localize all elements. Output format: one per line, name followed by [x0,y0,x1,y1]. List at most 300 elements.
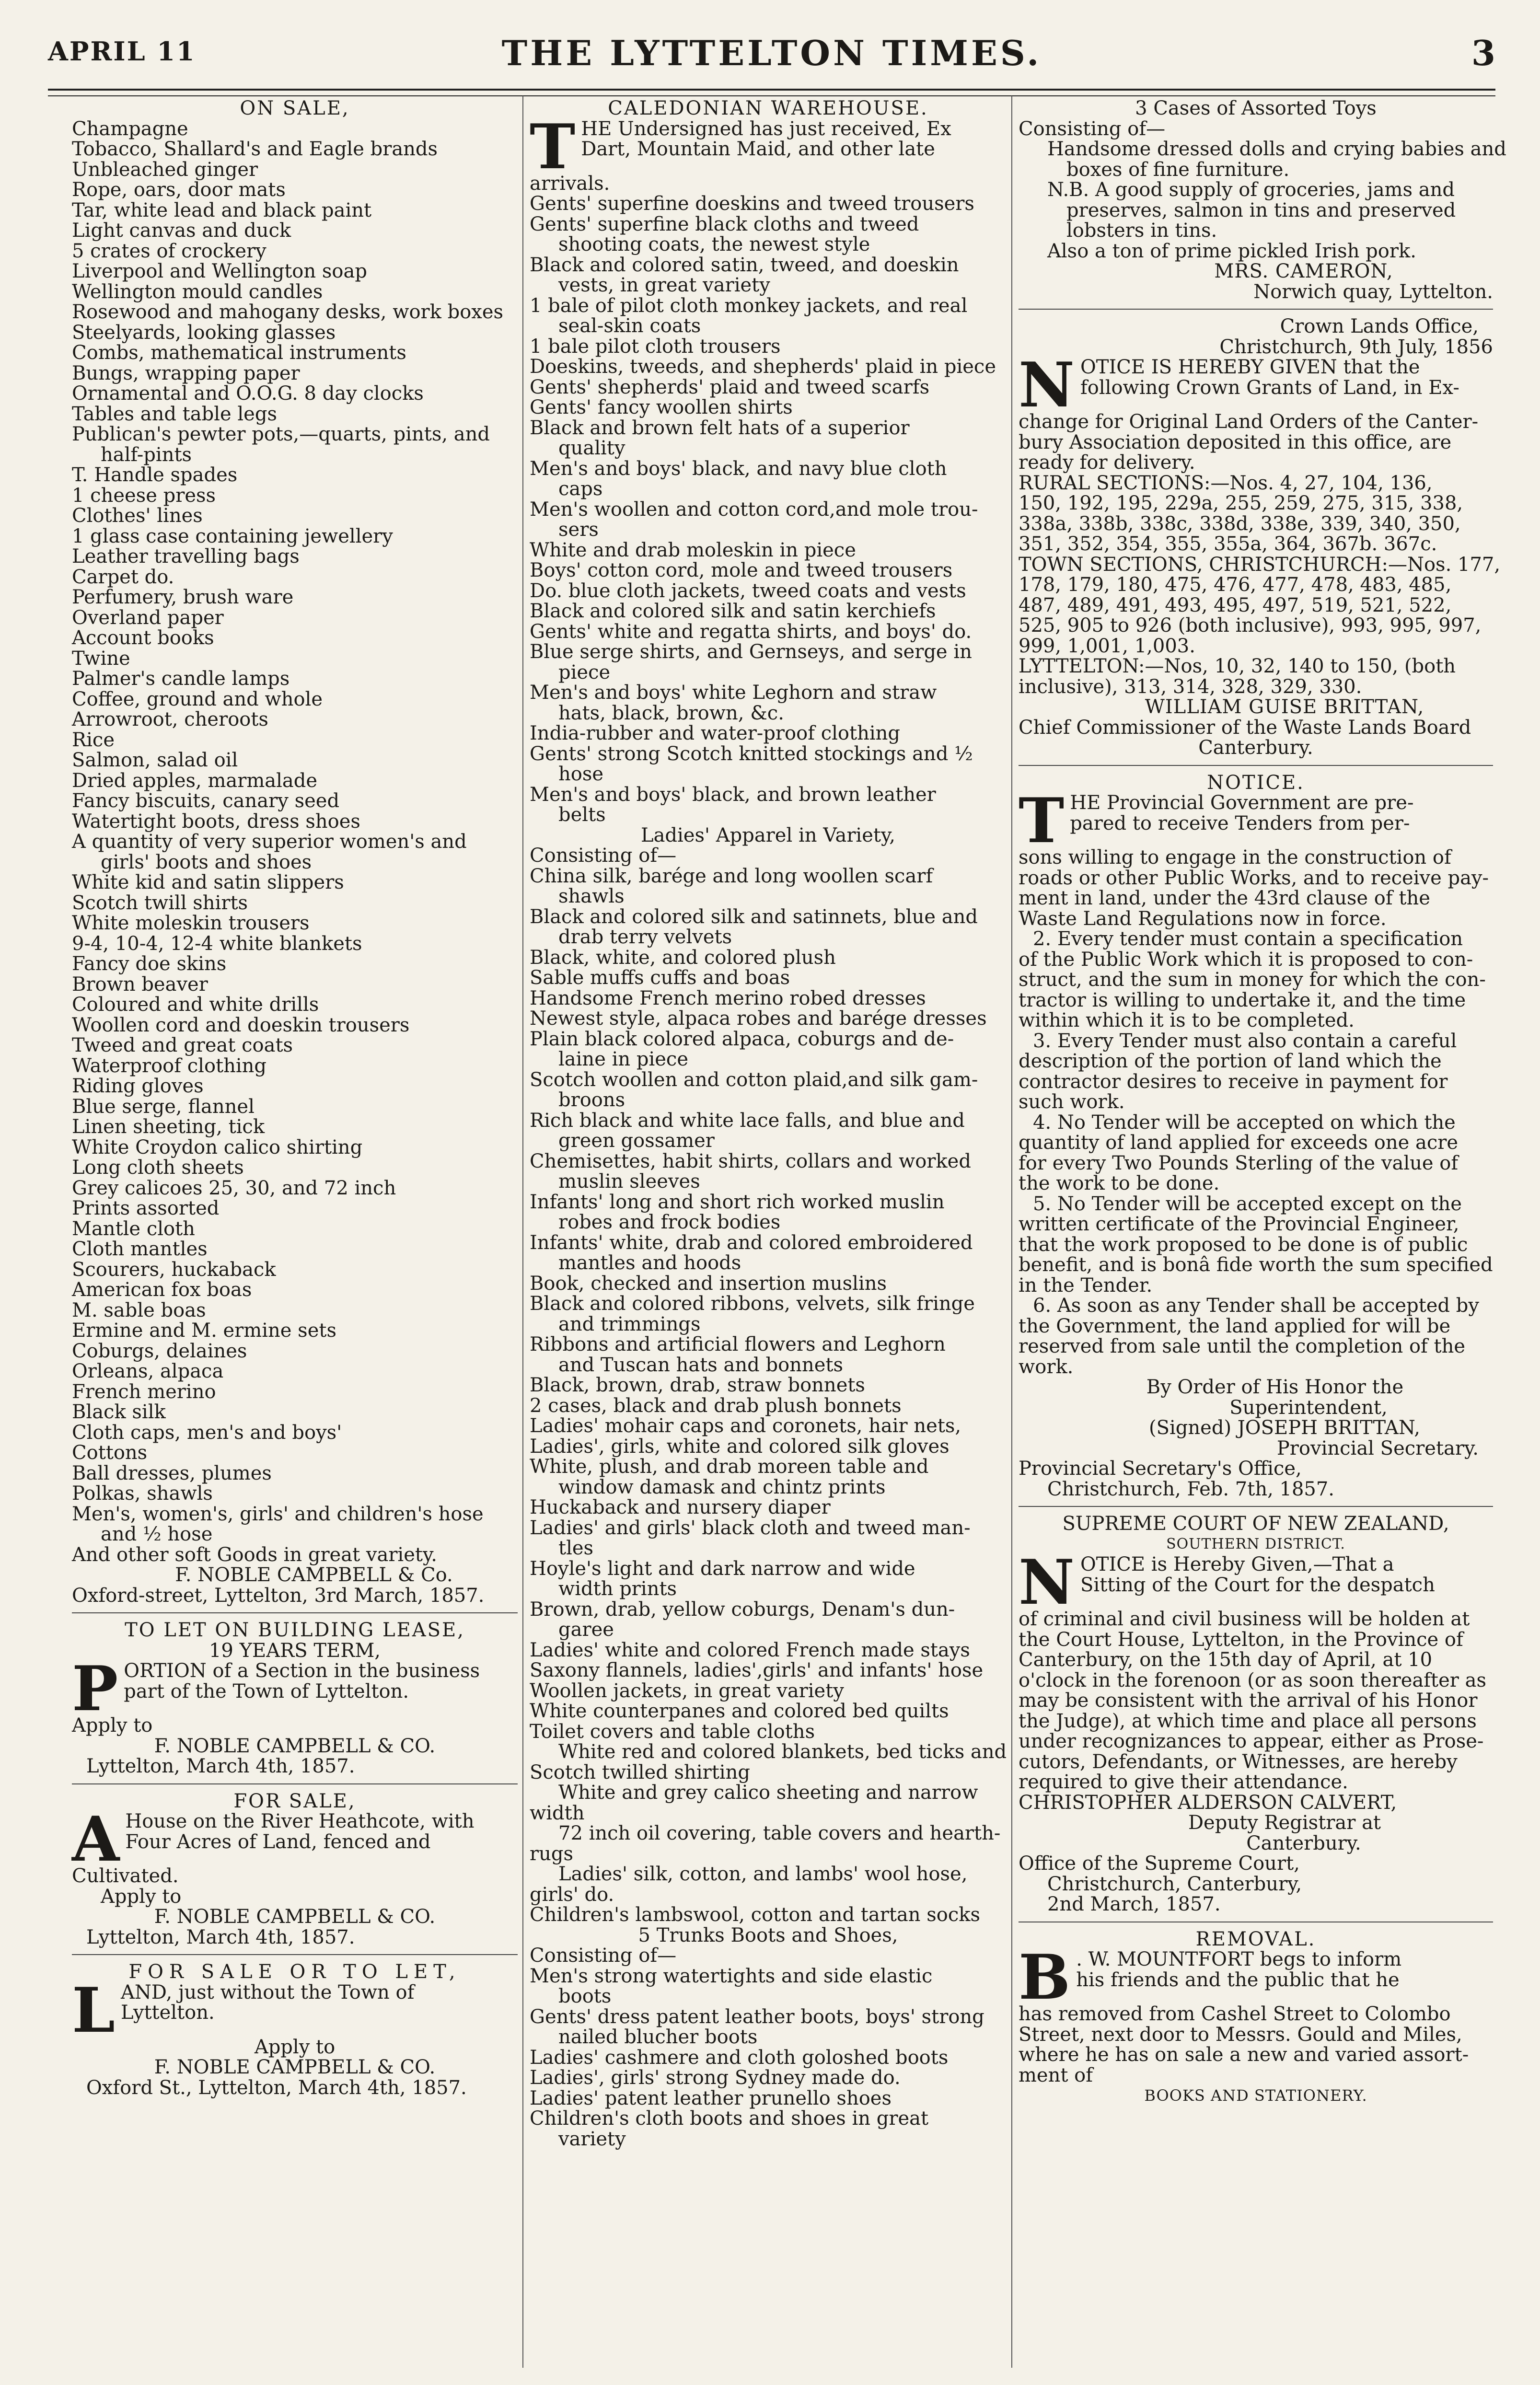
notice-line: contractor desires to receive in payment for [1019,1070,1448,1093]
list-item: caps [558,478,603,500]
list-item: Men's and boys' white Leghorn and straw [530,682,937,704]
list-item: White red and colored blankets, bed ticks and [558,1741,1007,1763]
list-item: Scourers, huckaback [72,1258,276,1281]
list-item: Scotch woollen and cotton plaid,and silk gam- [530,1068,978,1091]
list-item: Men's strong watertights and side elastic [530,1965,933,1987]
town-sections [1019,553,1501,657]
for-sale-date: Lyttelton, March 4th, 1857. [86,1926,355,1948]
notice-line: that the work proposed to be done is of public [1019,1233,1468,1256]
list-item: Gents' dress patent leather boots, boys' strong [530,2005,984,2028]
list-item: Coffee, ground and whole [72,688,323,710]
list-item: Woollen jackets, in great variety [530,1679,844,1702]
supreme-line: may be consistent with the arrival of his Honor [1019,1690,1478,1712]
divider [72,1954,518,1955]
list-item: Men's and boys' black, and navy blue cloth [530,457,947,480]
list-item: girls' do. [530,1883,614,1906]
signed-name: (Signed) JOSEPH BRITTAN, [1149,1417,1420,1439]
to-let-heading: TO LET ON BUILDING LEASE, [125,1619,465,1641]
list-item: Leather travelling bags [72,545,300,567]
list-item: Coloured and white drills [72,994,319,1016]
sale-or-let-body: AND, just without the Town of [121,1981,415,2003]
divider [1019,765,1493,766]
list-item: White and grey calico sheeting and narrow [558,1782,978,1804]
notice-line: of the Public Work which it is proposed to con- [1019,948,1473,971]
list-item: Children's cloth boots and shoes in great [530,2107,929,2130]
list-item: Dried apples, marmalade [72,769,318,792]
supreme-body: OTICE is Hereby Given,—That a [1080,1553,1394,1575]
divider [1019,309,1493,310]
list-item: Chemisettes, habit shirts, collars and worked [530,1150,971,1172]
toys-heading: 3 Cases of Assorted Toys [1135,97,1377,119]
to-let-date: Lyttelton, March 4th, 1857. [86,1755,355,1777]
gents-items-list [530,194,1007,825]
list-item: and Tuscan hats and bonnets [558,1354,843,1376]
list-item: Newest style, alpaca robes and barége dresses [530,1007,987,1030]
column-2 [530,98,1007,2149]
list-item: 1 cheese press [72,484,216,507]
divider [72,1783,518,1784]
list-item: Cloth caps, men's and boys' [72,1421,342,1444]
list-item: 5 crates of crockery [72,240,266,262]
supreme-signature: CHRISTOPHER ALDERSON CALVERT, [1019,1791,1397,1814]
list-item: Blue serge shirts, and Gernseys, and serge in [530,641,972,663]
list-item: Combs, mathematical instruments [72,342,406,364]
list-item: tles [558,1537,594,1559]
list-item: 2 cases, black and drab plush bonnets [530,1394,902,1417]
lyttelton-sections [1019,656,1493,697]
masthead [48,14,1495,77]
list-item: Overland paper [72,606,224,629]
list-item: Bungs, wrapping paper [72,362,300,384]
removal-body: Street, next door to Messrs. Gould and Miles, [1019,2023,1462,2046]
list-item: Ladies' silk, cotton, and lambs' wool hose, [558,1863,968,1885]
on-sale-list [72,119,518,1565]
caledonian-heading: CALEDONIAN WAREHOUSE. [608,97,928,119]
list-item: Coburgs, delaines [72,1340,247,1362]
list-item: French merino [72,1380,216,1403]
on-sale-heading: ON SALE, [240,97,350,119]
apply-to: Apply to [72,1714,153,1737]
list-item: India-rubber and water-proof clothing [530,722,901,744]
list-item: Brown, drab, yellow coburgs, Denam's dun- [530,1598,955,1621]
list-item: 338a, 338b, 338c, 338d, 338e, 339, 340, 350, [1019,512,1461,535]
notice-line: sons willing to engage in the construction of [1019,846,1451,868]
removal-body: his friends and the public that he [1076,1968,1400,1991]
list-item: Tweed and great coats [72,1034,293,1056]
removal-heading: REMOVAL. [1195,1928,1316,1950]
supreme-line: of criminal and civil business will be holden at [1019,1608,1470,1630]
list-item: 178, 179, 180, 475, 476, 477, 478, 483, 485, [1019,574,1452,596]
list-item: Gents' strong Scotch knitted stockings and ½ [530,742,973,765]
list-item: Scotch twilled shirting [530,1761,750,1783]
list-item: Woollen cord and doeskin trousers [72,1014,410,1036]
list-item: broons [558,1089,625,1111]
crown-lands-body: following Crown Grants of Land, in Ex- [1080,376,1459,399]
column-divider [522,96,523,2368]
list-item: Toilet covers and table cloths [530,1720,815,1743]
list-item: White moleskin trousers [72,912,310,934]
list-item: 1 bale of pilot cloth monkey jackets, and real [530,294,968,317]
newspaper-title: THE LYTTELTON TIMES. [501,33,1042,73]
list-item: Gents' white and regatta shirts, and boys' do. [530,620,972,643]
list-item: half-pints [101,443,192,466]
dropcap: T [1019,785,1065,857]
list-item: 72 inch oil covering, table covers and hearth- [558,1822,1001,1844]
list-item: Gents' shepherds' plaid and tweed scarfs [530,376,930,398]
notice-body: pared to receive Tenders from per- [1070,812,1410,834]
notice-line: written certificate of the Provincial Engineer, [1019,1213,1459,1235]
list-item: sers [558,519,599,541]
notice-office: Provincial Secretary's Office, [1019,1458,1302,1480]
list-item: Plain black colored alpaca, coburgs and de- [530,1028,954,1050]
list-item: seal-skin coats [558,315,701,337]
to-let-signature: F. NOBLE CAMPBELL & CO. [154,1735,436,1757]
notice-line: such work. [1019,1091,1125,1113]
toys-signature: MRS. CAMERON, [1214,260,1393,282]
list-item: boots [558,1985,612,2007]
supreme-line: under recognizances to appear, either as Prose- [1019,1730,1484,1752]
list-item: Gents' superfine doeskins and tweed trousers [530,193,974,215]
boots-items-list [530,1966,1007,2150]
consisting-of: Consisting of— [530,1945,677,1967]
list-item: White counterpanes and colored bed quilts [530,1700,949,1722]
list-item: Wellington mould candles [72,280,323,303]
supreme-line: Canterbury, on the 15th day of April, at 10 [1019,1649,1433,1671]
notice-line: for every Two Pounds Sterling of the value of [1019,1152,1459,1174]
removal-body: ment of [1019,2064,1093,2086]
list-item: vests, in great variety [558,274,770,296]
to-let-body: ORTION of a Section in the business [124,1660,480,1682]
list-item: Ladies' white and colored French made stays [530,1639,970,1661]
list-item: Ladies', girls, white and colored silk gloves [530,1435,949,1458]
list-item: And other soft Goods in great variety. [72,1543,437,1566]
notice-line: the work to be done. [1019,1172,1220,1194]
list-item: Black and colored silk and satin kerchiefs [530,600,936,622]
list-item: width [530,1802,585,1824]
list-item: Black and colored satin, tweed, and doeskin [530,254,959,276]
notice-line: tractor is willing to undertake it, and the time [1019,989,1466,1011]
notice-line: 6. As soon as any Tender shall be accepted by [1033,1295,1479,1317]
list-item: quality [558,437,625,459]
notice-line: 3. Every Tender must also contain a careful [1033,1030,1457,1052]
list-item: Unbleached ginger [72,158,258,181]
list-item: green gossamer [558,1130,715,1152]
list-item: Do. blue cloth jackets, tweed coats and vests [530,579,966,602]
list-item: Sable muffs cuffs and boas [530,967,790,989]
for-sale-heading: FOR SALE, [233,1790,356,1812]
list-item: shawls [558,885,625,907]
supreme-line: the Court House, Lyttelton, in the Province of [1019,1628,1463,1651]
list-item: 1 glass case containing jewellery [72,525,393,547]
list-item: Scotch twill shirts [72,891,248,914]
list-item: piece [558,661,611,683]
list-item: Men's, women's, girls' and children's hose [72,1503,484,1525]
sale-or-let-signature: F. NOBLE CAMPBELL & CO. [154,2056,436,2078]
list-item: belts [558,804,606,826]
list-item: Black silk [72,1401,166,1423]
list-item: Grey calicoes 25, 30, and 72 inch [72,1177,396,1199]
column-divider [1011,96,1012,2368]
removal-body: has removed from Cashel Street to Colombo [1019,2003,1451,2025]
list-item: White Croydon calico shirting [72,1136,363,1158]
list-item: hose [558,763,604,785]
header-rule [48,89,1495,96]
list-item: Ladies' and girls' black cloth and tweed man- [530,1517,971,1539]
list-item: variety [558,2128,626,2150]
list-item: TOWN SECTIONS, CHRISTCHURCH:—Nos. 177, [1019,553,1501,576]
toys-nb: Also a ton of prime pickled Irish pork. [1047,240,1416,262]
list-item: muslin sleeves [558,1170,700,1192]
list-item: 9-4, 10-4, 12-4 white blankets [72,932,362,955]
list-item: Handsome French merino robed dresses [530,987,926,1009]
notice-body: HE Provincial Government are pre- [1070,792,1414,814]
notice-line: work. [1019,1355,1074,1378]
list-item: inclusive), 313, 314, 328, 329, 330. [1019,675,1362,698]
consisting-of: Consisting of— [530,845,677,867]
list-item: Tobacco, Shallard's and Eagle brands [72,138,438,160]
list-item: Book, checked and insertion muslins [530,1272,887,1295]
notice-line: in the Tender. [1019,1274,1153,1297]
list-item: Boys' cotton cord, mole and tweed trousers [530,559,953,581]
list-item: LYTTELTON:—Nos, 10, 32, 140 to 150, (both [1019,655,1456,677]
list-item: A quantity of very superior women's and [72,831,467,853]
list-item: Ladies' mohair caps and coronets, hair nets, [530,1415,961,1437]
district: SOUTHERN DISTRICT. [1166,1535,1345,1552]
removal-body: where he has on sale a new and varied assort- [1019,2044,1469,2066]
list-item: 1 bale pilot cloth trousers [530,335,781,358]
list-item: 351, 352, 354, 355, 355a, 364, 367b. 367c. [1019,533,1437,555]
notice-line: 5. No Tender will be accepted except on the [1033,1192,1462,1215]
list-item: girls' boots and shoes [101,851,312,873]
list-item: nailed blucher boots [558,2026,758,2048]
supreme-line: cutors, Defendants, or Witnesses, are hereby [1019,1750,1458,1773]
list-item: Fancy doe skins [72,953,227,975]
list-item: robes and frock bodies [558,1211,781,1233]
notice-line: quantity of land applied for exceeds one acre [1019,1132,1459,1154]
supreme-court-heading: SUPREME COURT OF NEW ZEALAND, [1062,1513,1449,1535]
list-item: Arrowroot, cheroots [72,708,268,730]
list-item: Waterproof clothing [72,1054,267,1077]
notice-line: roads or other Public Works, and to receive pay- [1019,867,1489,889]
rural-sections [1019,473,1493,555]
list-item: Ball dresses, plumes [72,1462,272,1484]
list-item: Ladies', girls' strong Sydney made do. [530,2067,901,2089]
for-sale-body: House on the River Heathcote, with [125,1810,475,1832]
divider [72,1612,518,1613]
on-sale-signature: F. NOBLE CAMPBELL & Co. [175,1564,453,1586]
list-item: Ladies' patent leather prunello shoes [530,2087,892,2109]
list-item: Rich black and white lace falls, and blue and [530,1109,965,1132]
list-item: Rope, oars, door mats [72,179,286,201]
notice-heading: NOTICE. [1207,771,1305,794]
notice-line: the Government, the land applied for will be [1019,1315,1451,1337]
toys-body: Handsome dressed dolls and crying babies and [1047,138,1506,160]
list-item: Palmer's candle lamps [72,668,290,690]
notice-body-list [1019,847,1493,1377]
list-item: Tables and table legs [72,403,277,425]
notice-line: benefit, and is bonâ fide worth the sum specified [1019,1254,1493,1276]
list-item: Black and colored ribbons, velvets, silk fringe [530,1293,975,1315]
list-item: China silk, barége and long woollen scarf [530,865,933,887]
list-item: American fox boas [72,1279,252,1301]
crown-lands-title: Chief Commissioner of the Waste Lands Board [1019,716,1471,739]
list-item: Blue serge, flannel [72,1095,255,1118]
list-item: Liverpool and Wellington soap [72,260,367,282]
notice-line: ment in land, under the 43rd clause of the [1019,887,1430,909]
list-item: T. Handle spades [72,464,238,486]
notice-line: reserved from sale until the completion of the [1019,1335,1466,1357]
list-item: Gents' fancy woollen shirts [530,396,793,418]
toys-address: Norwich quay, Lyttelton. [1253,280,1493,303]
list-item: mantles and hoods [558,1252,741,1274]
list-item: Ornamental and O.O.G. 8 day clocks [72,382,424,405]
dropcap: N [1019,349,1075,421]
divider [1019,1506,1493,1507]
dropcap: T [530,111,576,183]
column-1 [72,98,518,2098]
notice-line: Waste Land Regulations now in force. [1019,907,1387,930]
notice-line: within which it is to be completed. [1019,1009,1355,1031]
crown-lands-body: change for Original Land Orders of the Canter- [1019,411,1479,433]
crown-lands-date: Christchurch, 9th July, 1856 [1219,336,1493,358]
list-item: Saxony flannels, ladies',girls' and infants' hose [530,1659,984,1681]
crown-lands-signature: WILLIAM GUISE BRITTAN, [1145,696,1424,718]
secretary: Provincial Secretary. [1276,1437,1479,1459]
list-item: Polkas, shawls [72,1482,213,1505]
for-sale-signature: F. NOBLE CAMPBELL & CO. [154,1906,436,1928]
list-item: Rice [72,729,115,751]
list-item: rugs [530,1842,574,1865]
toys-body: boxes of fine furniture. [1066,158,1290,181]
list-item: Steelyards, looking glasses [72,321,336,344]
list-item: Infants' white, drab and colored embroidered [530,1231,973,1254]
supreme-body-list [1019,1609,1493,1793]
list-item: Black, brown, drab, straw bonnets [530,1374,865,1396]
list-item: Champagne [72,117,188,140]
ladies-items-list [530,866,1007,1925]
page-number: 3 [1471,33,1495,73]
dropcap: L [72,1974,115,2047]
list-item: Linen sheeting, tick [72,1116,265,1138]
crown-lands-body: ready for delivery. [1019,452,1195,474]
crown-lands-body: bury Association deposited in this office, are [1019,431,1452,453]
consisting-of: Consisting of— [1019,117,1166,140]
list-item: White and drab moleskin in piece [530,539,856,561]
notice-line: struct, and the sum in money for which the con- [1019,969,1486,991]
apply-to: Apply to [101,1885,182,1908]
list-item: White, plush, and drab moreen table and [530,1456,929,1478]
to-let-body: part of the Town of Lyttelton. [124,1680,409,1702]
list-item: Children's lambswool, cotton and tartan socks [530,1904,981,1926]
list-item: Cloth mantles [72,1238,208,1260]
list-item: Ladies' cashmere and cloth goloshed boots [530,2046,949,2069]
list-item: laine in piece [558,1048,688,1070]
supreme-line: o'clock in the forenoon (or as soon thereafter as [1019,1669,1486,1691]
list-item: Perfumery, brush ware [72,586,294,608]
for-sale-body: Cultivated. [72,1865,179,1887]
list-item: Twine [72,647,130,670]
by-order: By Order of His Honor the [1146,1376,1404,1398]
supreme-line: the Judge), at which time and place all persons [1019,1710,1477,1732]
removal-body: . W. MOUNTFORT begs to inform [1076,1948,1402,1970]
list-item: 999, 1,001, 1,003. [1019,635,1195,657]
notice-line: description of the portion of land which the [1019,1050,1442,1072]
dropcap: P [72,1653,118,1725]
superintendent: Superintendent, [1229,1396,1388,1419]
supreme-date: 2nd March, 1857. [1047,1893,1221,1915]
list-item: Watertight boots, dress shoes [72,810,360,833]
list-item: 487, 489, 491, 493, 495, 497, 519, 521, 522, [1019,594,1452,616]
notice-date: Christchurch, Feb. 7th, 1857. [1047,1478,1335,1500]
list-item: 525, 905 to 926 (both inclusive), 993, 995, 997, [1019,614,1482,637]
list-item: Huckaback and nursery diaper [530,1496,831,1518]
list-item: White kid and satin slippers [72,871,344,893]
list-item: Tar, white lead and black paint [72,199,372,221]
ladies-heading: Ladies' Apparel in Variety, [641,824,895,846]
list-item: 150, 192, 195, 229a, 255, 259, 275, 315, 338, [1019,492,1463,514]
sale-or-let-heading: FOR SALE OR TO LET, [128,1961,461,1983]
sale-or-let-date: Oxford St., Lyttelton, March 4th, 1857. [86,2076,467,2099]
list-item: RURAL SECTIONS:—Nos. 4, 27, 104, 136, [1019,472,1433,494]
list-item: drab terry velvets [558,926,732,948]
list-item: Riding gloves [72,1075,204,1097]
toys-nb: N.B. A good supply of groceries, jams and [1047,179,1455,201]
crown-lands-office: Crown Lands Office, [1280,315,1479,337]
list-item: Long cloth sheets [72,1157,244,1179]
list-item: Fancy biscuits, canary seed [72,790,340,812]
list-item: Black and colored silk and satinnets, blue and [530,905,978,928]
supreme-title: Deputy Registrar at [1188,1812,1381,1834]
dropcap: N [1019,1547,1075,1619]
list-item: window damask and chintz prints [558,1476,886,1498]
list-item: Cottons [72,1442,148,1464]
supreme-body: Sitting of the Court for the despatch [1080,1574,1435,1596]
toys-nb: preserves, salmon in tins and preserved [1066,199,1456,221]
list-item: Prints assorted [72,1197,220,1219]
list-item: hats, black, brown, &c. [558,702,784,724]
list-item: Hoyle's light and dark narrow and wide [530,1557,915,1580]
list-item: Brown beaver [72,973,208,996]
apply-to: Apply to [254,2036,336,2058]
caledonian-intro: arrivals. [530,172,610,195]
list-item: Clothes' lines [72,505,203,527]
notice-line: 2. Every tender must contain a specification [1033,928,1463,950]
to-let-subheading: 19 YEARS TERM, [208,1639,381,1662]
list-item: Carpet do. [72,566,174,588]
list-item: Salmon, salad oil [72,749,238,771]
list-item: Publican's pewter pots,—quarts, pints, and [72,423,490,445]
list-item: Infants' long and short rich worked muslin [530,1191,945,1213]
list-item: garee [558,1619,614,1641]
list-item: Mantle cloth [72,1217,195,1240]
list-item: Ribbons and artificial flowers and Leghorn [530,1333,946,1355]
column-3 [1019,97,1506,2106]
list-item: Men's and boys' black, and brown leather [530,783,936,806]
supreme-line: required to give their attendance. [1019,1771,1348,1793]
list-item: Light canvas and duck [72,220,291,242]
list-item: shooting coats, the newest style [558,233,870,255]
supreme-office: Office of the Supreme Court, [1019,1852,1300,1875]
dropcap: A [72,1804,120,1876]
boots-heading: 5 Trunks Boots and Shoes, [638,1924,898,1946]
list-item: Ermine and M. ermine sets [72,1320,336,1342]
crown-lands-body: OTICE IS HEREBY GIVEN that the [1080,356,1420,378]
list-item: Black and brown felt hats of a superior [530,417,910,439]
list-item: Gents' superfine black cloths and tweed [530,213,919,235]
removal-footer: BOOKS AND STATIONERY. [1144,2086,1367,2105]
list-item: and trimmings [558,1313,701,1335]
list-item: Doeskins, tweeds, and shepherds' plaid in piece [530,356,996,378]
